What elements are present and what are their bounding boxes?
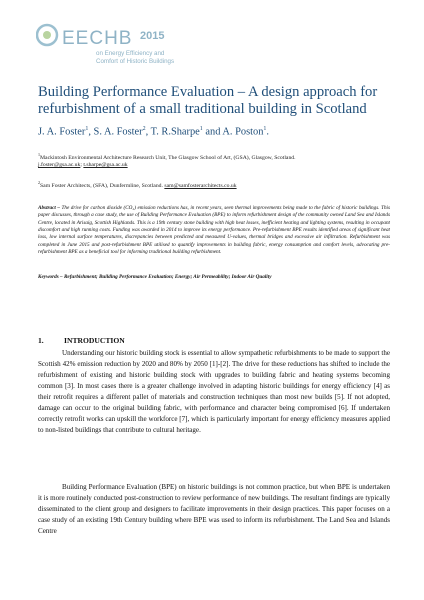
logo-subtitle-line: Comfort of Historic Buildings: [96, 57, 175, 65]
body-paragraph: Understanding our historic building stock is essential to allow sympathetic refurbishments to be made to support the Scottish 42% emission reduction by 2020 and 80% by 2050 [1]-[2]. The drive for these reductions has shifted to include the refurbishment of existing and historic building stock with upgrades to building fabric and heating systems becoming common [3]. In most cases there is a greater challenge involved in adapting historic buildings for energy efficiency [4] as their retrofit requires a different pallet of materials and construction techniques than most new builds [5]. If not adopted, damage can occur to the original building fabric, with performance and character being compromised [6]. If undertaken correctly retrofit works can upskill the workforce [7], which is particularly important for energy efficiency measures applied to non-listed buildings that contribute to cultural heritage.: [38, 349, 390, 435]
author-affiliation-marker: 1: [199, 126, 203, 132]
abstract-label: Abstract –: [38, 205, 60, 211]
email-link[interactable]: j.foster@gsa.ac.uk: [38, 162, 81, 169]
author-name: T. R.Sharpe: [150, 126, 200, 138]
abstract-text: The drive for carbon dioxide (CO₂) emission reductions has, in recent years, seen thermal improvements being made to the fabric of historic buildings. This paper discusses, through a case study, the use of Building Performance Evaluation (BPE) to inform refurbishment design of the community owned Land Sea and Islands Centre, located in Arisaig, Scottish Highlands. This is a 19th century stone building with high heat losses, inefficient heating and lighting systems, resulting in occupant discomfort and high running costs. Funding was awarded in 2014 to improve its energy performance. Pre-refurbishment BPE results identified areas of significant heat loss, low internal surface temperatures, discrepancies between predicted and measured U-values, thermal bridges and excessive air infiltration. Refurbishment was completed in June 2015 and post-refurbishment BPE utilised to quantify improvements in building fabric, energy consumption and comfort levels, advocating pre-refurbishment BPE as a beneficial tool for informing traditional building refurbishment.: [38, 205, 391, 256]
paper-title: Building Performance Evaluation – A design approach for refurbishment of a small traditional building in Scotland: [38, 84, 378, 117]
section-title: INTRODUCTION: [64, 336, 125, 345]
email-link[interactable]: sam@samfosterarchitects.co.uk: [164, 182, 237, 189]
author-affiliation-marker: 2: [142, 126, 146, 132]
logo-subtitle: [96, 50, 216, 65]
affiliation: $^1$Mackintosh Environmental Architecture Research Unit, The Glasgow School of Art, (GSA), Glasgow, Scotland. j.foster@gsa.ac.uk; t.sharpe@gsa.ac.uk: [38, 152, 296, 169]
logo-year: 2015: [140, 30, 165, 42]
section-number: 1.: [38, 336, 44, 345]
affiliation-text: Mackintosh Environmental Architecture Research Unit, The Glasgow School of Art, (GSA), Glasgow, Scotland.: [40, 154, 296, 161]
author-name: S. A. Foster: [93, 126, 143, 138]
author-list: J. A. Foster$^1$, S. A. Foster$^2$, T. R.Sharpe$^1$ and A. Poston$^1$.: [38, 126, 270, 138]
affiliation-marker: 2: [38, 180, 40, 185]
abstract: [38, 205, 390, 256]
logo-subtitle-line: on Energy Efficiency and: [96, 50, 165, 57]
keywords: Keywords – Refurbishment; Building Performance Evaluation; Energy; Air Permeability; Indoor Air Quality: [38, 274, 272, 280]
author-affiliation-marker: 1: [263, 126, 267, 132]
conference-logo: [36, 20, 175, 80]
author-name: A. Poston: [222, 126, 264, 138]
logo-name: EECHB: [62, 28, 133, 49]
author-affiliation-marker: 1: [85, 126, 89, 132]
section-heading: [38, 336, 125, 345]
affiliation-marker: 1: [38, 152, 40, 157]
affiliation: [38, 179, 398, 190]
email-link[interactable]: t.sharpe@gsa.ac.uk: [83, 162, 128, 169]
body-paragraph: Building Performance Evaluation (BPE) on historic buildings is not common practice, but when BPE is undertaken it is more routinely conducted post-construction to review performance of new buildings. The resultant findings are typically disseminated to the client group and designers to facilitate improvements in their design practices. This paper focuses on a case study of an existing 19th Century building where BPE was used to inform its refurbishment. The Land Sea and Islands Centre: [38, 483, 390, 536]
author-name: J. A. Foster: [38, 126, 86, 138]
affiliation-text: Sam Foster Architects, (SFA), Dunfermline, Scotland.: [40, 182, 163, 189]
